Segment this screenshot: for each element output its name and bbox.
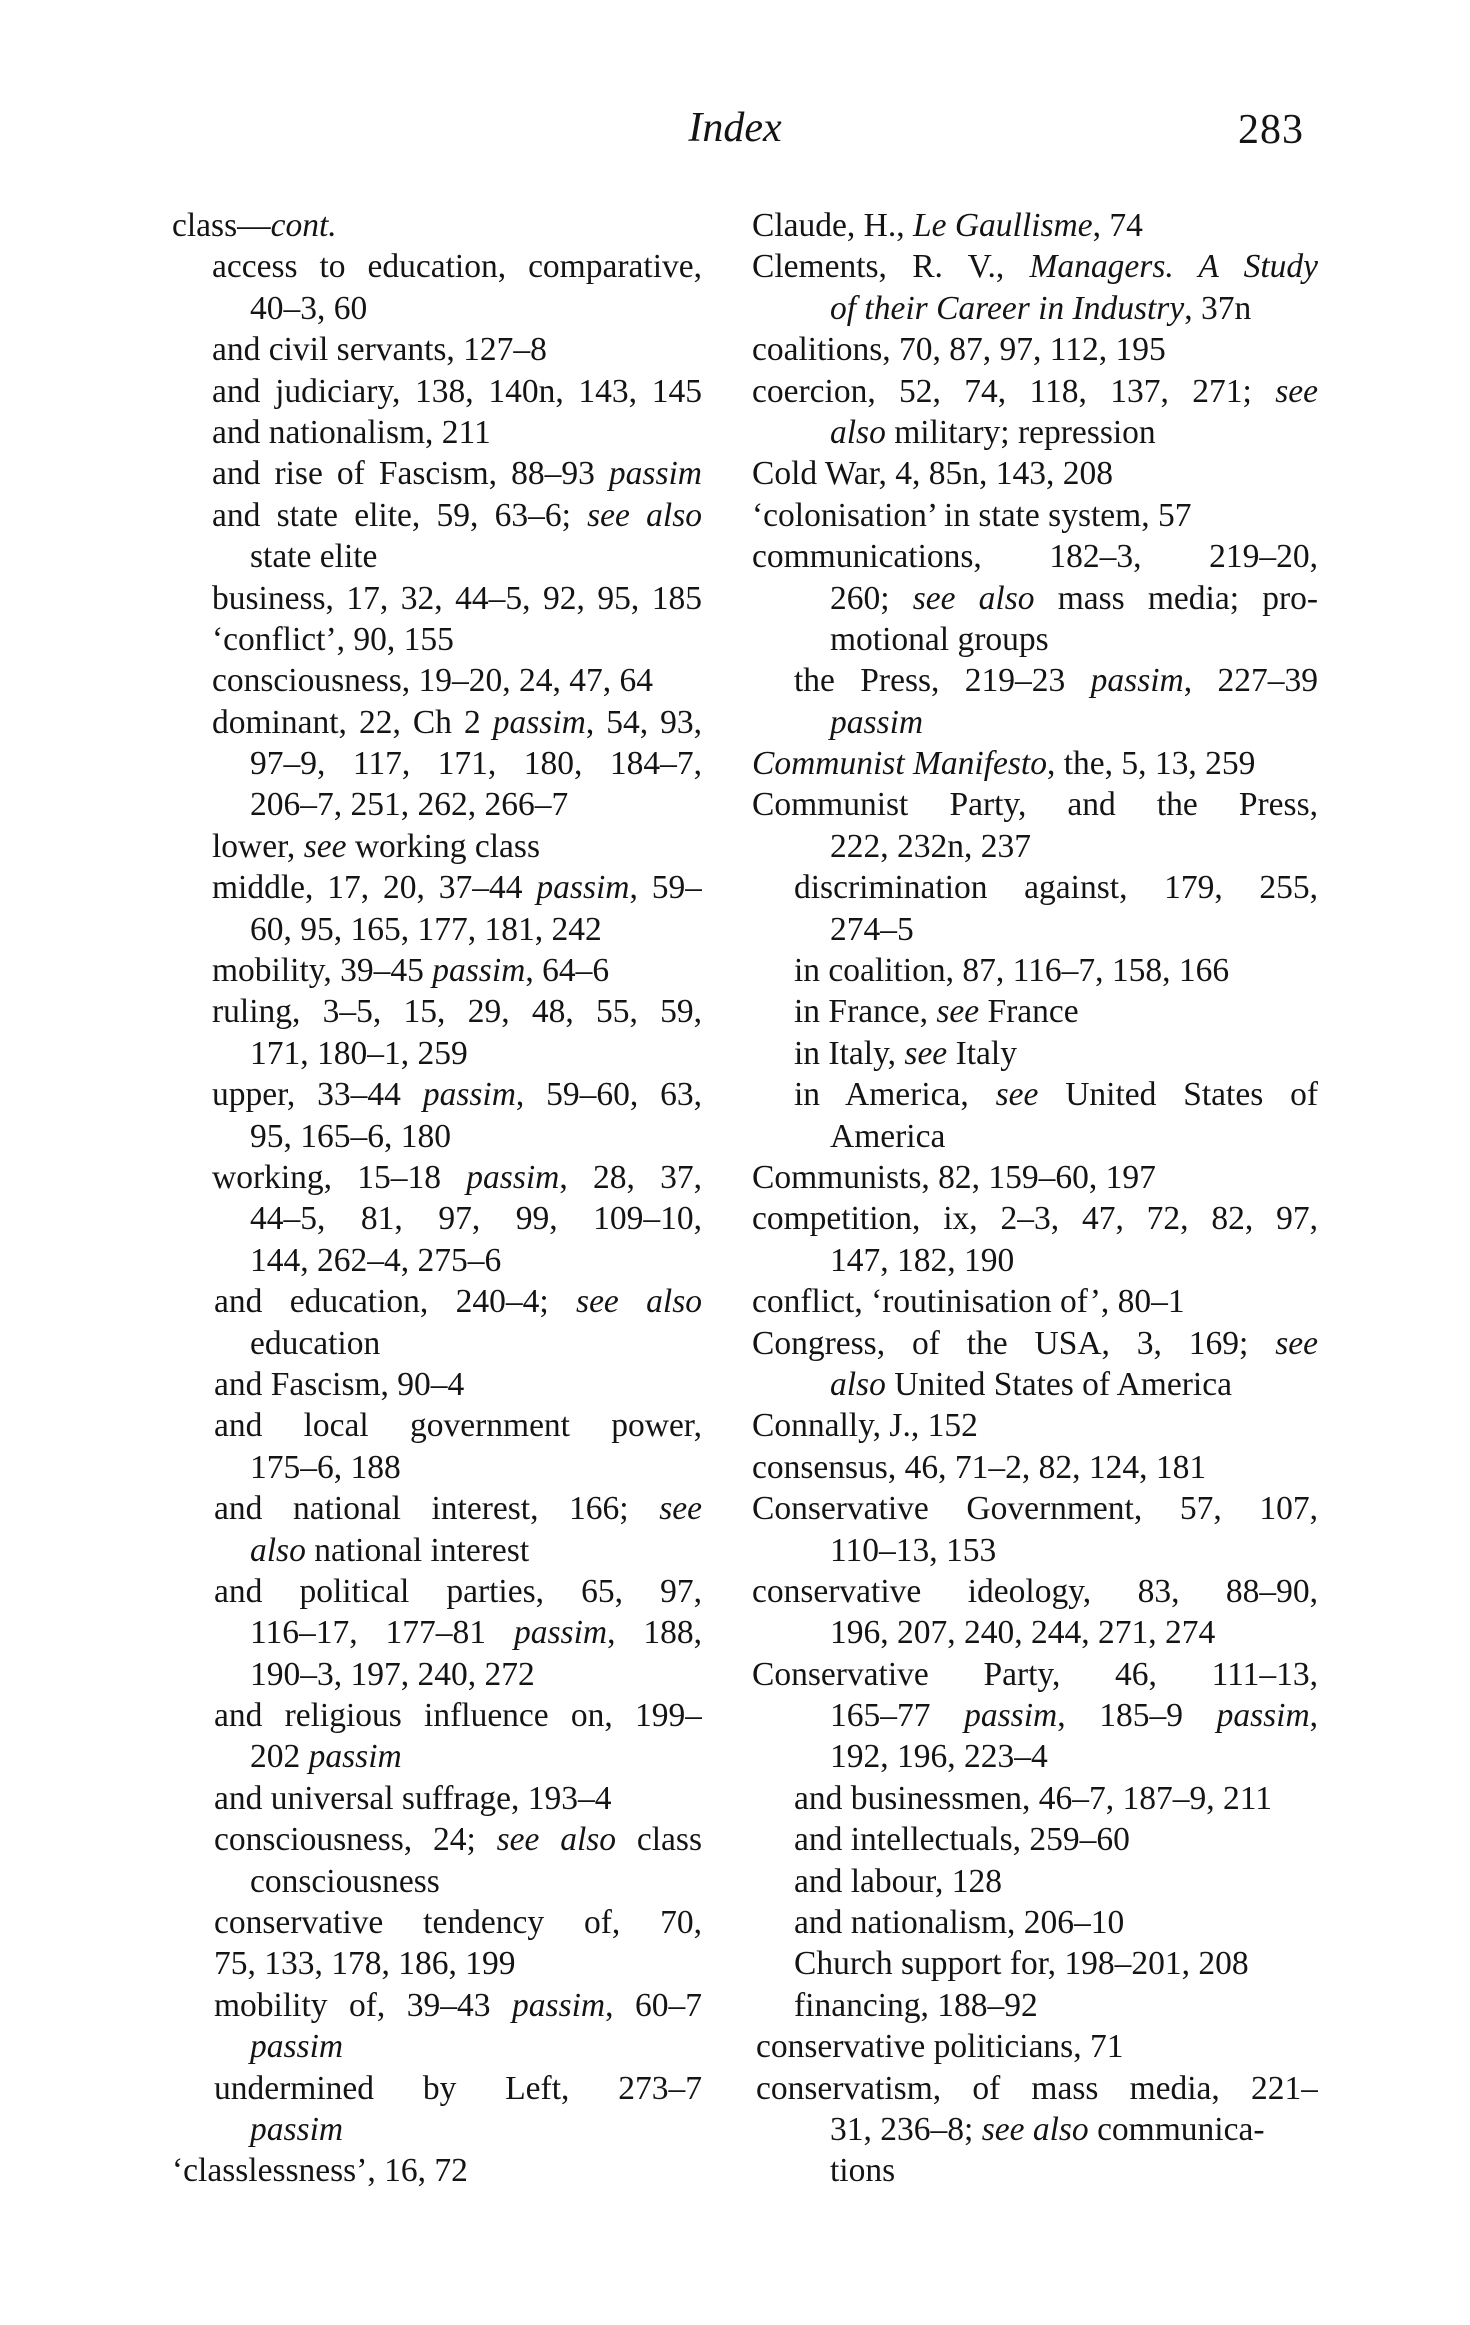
index-line (752, 1985, 1318, 2026)
index-text: consciousness, 24; (214, 1821, 497, 1859)
index-term-italic: also (830, 1365, 886, 1403)
index-term-italic: see (904, 1034, 948, 1072)
index-text: class (616, 1821, 702, 1859)
index-line (752, 1819, 1318, 1860)
index-line (752, 1198, 1318, 1239)
index-line (752, 2068, 1318, 2109)
index-text: , 188, (607, 1614, 702, 1652)
index-text: Conservative Government, 57, 107, (752, 1490, 1318, 1528)
index-line (752, 1571, 1318, 1612)
index-line (172, 453, 702, 494)
index-text: 31, 236–8; (830, 2110, 982, 2148)
index-text: , 54, 93, (585, 703, 702, 741)
index-text: Connally, J., 152 (752, 1407, 978, 1445)
index-text: the Press, 219–23 (794, 662, 1091, 700)
index-text: consciousness, 19–20, 24, 47, 64 (212, 662, 654, 700)
index-line (752, 1364, 1318, 1405)
index-line (172, 2068, 702, 2109)
index-term-italic: Communist Manifesto (752, 745, 1047, 783)
index-text: 260; (830, 579, 913, 617)
index-term-italic: see (995, 1076, 1039, 1114)
index-text: conservative politicians, 71 (756, 2028, 1124, 2066)
index-line (172, 1530, 702, 1571)
index-line (752, 1902, 1318, 1943)
index-text: conservative ideology, 83, 88–90, (752, 1572, 1318, 1610)
index-text: 40–3, 60 (250, 289, 368, 327)
index-term-italic: passim (308, 1738, 402, 1776)
index-line (752, 495, 1318, 536)
index-text: access to education, comparative, (212, 248, 702, 286)
index-text: conservative tendency of, 70, (214, 1904, 702, 1942)
index-text: in France, (794, 993, 937, 1031)
index-text: 165–77 (830, 1697, 965, 1735)
index-term-italic: passim (608, 455, 702, 493)
index-line (172, 826, 702, 867)
index-column-left (172, 205, 702, 2192)
index-text: 60, 95, 165, 177, 181, 242 (250, 910, 602, 948)
index-line (172, 1654, 702, 1695)
index-line (752, 1488, 1318, 1529)
index-line (752, 205, 1318, 246)
index-line (172, 412, 702, 453)
index-text: , the, 5, 13, 259 (1047, 745, 1256, 783)
index-text: 147, 182, 190 (830, 1241, 1015, 1279)
index-text: and labour, 128 (794, 1862, 1002, 1900)
index-text: discrimination against, 179, 255, (794, 869, 1318, 907)
index-text: and universal suffrage, 193–4 (214, 1779, 612, 1817)
index-line (172, 495, 702, 536)
index-text: mobility, 39–45 (212, 952, 433, 990)
index-text: and intellectuals, 259–60 (794, 1821, 1130, 1859)
index-text: working, 15–18 (212, 1158, 467, 1196)
index-text: in America, (794, 1076, 996, 1114)
index-line (172, 578, 702, 619)
index-line (752, 1074, 1318, 1115)
index-line (172, 1281, 702, 1322)
index-text: consensus, 46, 71–2, 82, 124, 181 (752, 1448, 1207, 1486)
index-text: and religious influence on, 199– (214, 1697, 702, 1735)
index-text: United States of (1038, 1076, 1318, 1114)
index-text: and national interest, 166; (214, 1490, 660, 1528)
index-text: 97–9, 117, 171, 180, 184–7, (250, 745, 702, 783)
index-line (172, 2150, 702, 2191)
index-text: middle, 17, 20, 37–44 (212, 869, 537, 907)
page-number: 283 (1238, 107, 1304, 153)
index-text: conflict, ‘routinisation of’, 80–1 (752, 1283, 1185, 1321)
index-text: and nationalism, 211 (212, 413, 491, 451)
index-line (752, 909, 1318, 950)
running-header-title: Index (688, 105, 782, 151)
index-text: , 74 (1092, 207, 1143, 244)
index-text: 95, 165–6, 180 (250, 1117, 451, 1155)
index-line (752, 991, 1318, 1032)
index-line (752, 1778, 1318, 1819)
index-text: conservatism, of mass media, 221– (756, 2069, 1318, 2107)
index-line (172, 660, 702, 701)
index-text: 192, 196, 223–4 (830, 1738, 1048, 1776)
index-text: and Fascism, 90–4 (214, 1365, 465, 1403)
index-line (172, 329, 702, 370)
index-term-italic: see (1275, 1324, 1318, 1362)
index-column-right (752, 205, 1318, 2192)
index-line (172, 1198, 702, 1239)
index-line (172, 1943, 702, 1984)
index-text: communica- (1088, 2110, 1265, 2148)
index-line (172, 867, 702, 908)
index-text: ‘colonisation’ in state system, 57 (752, 496, 1192, 534)
index-line (752, 1695, 1318, 1736)
index-text: Congress, of the USA, 3, 169; (752, 1324, 1276, 1362)
index-line (172, 1736, 702, 1777)
index-text: and businessmen, 46–7, 187–9, 211 (794, 1779, 1272, 1817)
index-term-italic: passim (964, 1697, 1058, 1735)
index-line (752, 1447, 1318, 1488)
index-term-italic: see also (587, 496, 702, 534)
index-line (752, 1157, 1318, 1198)
index-line (172, 1902, 702, 1943)
index-line (752, 1323, 1318, 1364)
index-term-italic: passim (536, 869, 630, 907)
index-line (752, 329, 1318, 370)
index-line (752, 2026, 1318, 2067)
index-text: Italy (947, 1034, 1017, 1072)
index-text: 44–5, 81, 97, 99, 109–10, (250, 1200, 702, 1238)
index-text: and state elite, 59, 63–6; (212, 496, 588, 534)
index-line (172, 1819, 702, 1860)
index-line (752, 453, 1318, 494)
index-text: 116–17, 177–81 (250, 1614, 514, 1652)
index-line (172, 1240, 702, 1281)
index-line (752, 1612, 1318, 1653)
index-line (752, 867, 1318, 908)
index-term-italic: passim (422, 1076, 516, 1114)
index-line (752, 1654, 1318, 1695)
index-line (172, 950, 702, 991)
index-line (752, 1943, 1318, 1984)
index-text: Cold War, 4, 85n, 143, 208 (752, 455, 1114, 493)
index-line (172, 1488, 702, 1529)
index-term-italic: see (936, 993, 980, 1031)
index-text: 206–7, 251, 262, 266–7 (250, 786, 569, 824)
index-text: 110–13, 153 (830, 1531, 997, 1569)
index-line (172, 1074, 702, 1115)
index-text: consciousness (250, 1862, 440, 1900)
index-line (172, 1323, 702, 1364)
index-line (172, 2109, 702, 2150)
index-line (752, 1405, 1318, 1446)
index-line (172, 1364, 702, 1405)
index-text: , 185–9 (1057, 1697, 1217, 1735)
index-text: , 37n (1184, 289, 1252, 327)
index-line (752, 1281, 1318, 1322)
index-text: 196, 207, 240, 244, 271, 274 (830, 1614, 1216, 1652)
index-text: America (830, 1117, 946, 1155)
index-text: education (250, 1324, 381, 1362)
index-term-italic: passim (492, 703, 586, 741)
index-text: United States of America (885, 1365, 1232, 1403)
index-text: ‘conflict’, 90, 155 (212, 620, 454, 658)
index-line (172, 1116, 702, 1157)
index-term-italic: passim (512, 1986, 606, 2024)
index-term-italic: passim (1216, 1697, 1310, 1735)
index-text: undermined by Left, 273–7 (214, 2069, 702, 2107)
index-term-italic: see (303, 827, 347, 865)
index-text: 222, 232n, 237 (830, 827, 1031, 865)
index-text: and local government power, (214, 1407, 702, 1445)
index-term-italic: also (830, 413, 886, 451)
index-line (172, 246, 702, 287)
index-text: , 59– (629, 869, 702, 907)
index-text: , 64–6 (525, 952, 610, 990)
index-text: in Italy, (794, 1034, 905, 1072)
index-line (752, 743, 1318, 784)
index-line (752, 1861, 1318, 1902)
index-line (752, 702, 1318, 743)
index-line (752, 619, 1318, 660)
index-line (752, 412, 1318, 453)
index-line (752, 578, 1318, 619)
index-text: ruling, 3–5, 15, 29, 48, 55, 59, (212, 993, 702, 1031)
index-text: and nationalism, 206–10 (794, 1904, 1125, 1942)
index-text: tions (830, 2152, 896, 2190)
index-line (172, 1861, 702, 1902)
index-text: , 60–7 (605, 1986, 702, 2024)
index-term-italic: passim (250, 2028, 344, 2066)
index-text: and political parties, 65, 97, (214, 1572, 702, 1610)
index-text: in coalition, 87, 116–7, 158, 166 (794, 952, 1230, 990)
index-line (172, 2026, 702, 2067)
index-text: 175–6, 188 (250, 1448, 401, 1486)
index-text: financing, 188–92 (794, 1986, 1038, 2024)
index-term-italic: see also (912, 579, 1035, 617)
index-text: coalitions, 70, 87, 97, 112, 195 (752, 331, 1166, 369)
index-text: and education, 240–4; (214, 1283, 577, 1321)
index-line (752, 1240, 1318, 1281)
index-line (172, 205, 702, 246)
index-line (172, 1405, 702, 1446)
index-term-italic: cont. (270, 207, 337, 244)
index-term-italic: passim (830, 703, 924, 741)
index-text: France (979, 993, 1079, 1031)
index-text: lower, (212, 827, 304, 865)
index-text: competition, ix, 2–3, 47, 72, 82, 97, (752, 1200, 1318, 1238)
index-text: and rise of Fascism, 88–93 (212, 455, 609, 493)
index-text: and judiciary, 138, 140n, 143, 145 (212, 372, 702, 410)
index-line (752, 371, 1318, 412)
index-text: Communist Party, and the Press, (752, 786, 1318, 824)
index-line (752, 826, 1318, 867)
index-line (752, 660, 1318, 701)
index-line (172, 619, 702, 660)
index-line (172, 909, 702, 950)
index-line (752, 288, 1318, 329)
index-text: coercion, 52, 74, 118, 137, 271; (752, 372, 1276, 410)
index-text: Conservative Party, 46, 111–13, (752, 1655, 1318, 1693)
index-line (172, 288, 702, 329)
index-text: mass media; pro- (1034, 579, 1318, 617)
index-term-italic: also (250, 1531, 306, 1569)
index-term-italic: Managers. A Study (1029, 248, 1318, 286)
index-term-italic: Le Gaullisme (912, 207, 1093, 244)
index-line (752, 1033, 1318, 1074)
index-text: ‘classlessness’, 16, 72 (172, 2152, 468, 2190)
index-text: and civil servants, 127–8 (212, 331, 547, 369)
index-line (172, 1571, 702, 1612)
index-line (172, 371, 702, 412)
index-line (172, 1612, 702, 1653)
index-text: Church support for, 198–201, 208 (794, 1945, 1249, 1983)
index-text: motional groups (830, 620, 1049, 658)
index-text: state elite (250, 538, 378, 576)
index-text: dominant, 22, Ch 2 (212, 703, 493, 741)
index-line (752, 950, 1318, 991)
index-line (172, 1157, 702, 1198)
index-line (172, 1033, 702, 1074)
index-text: Clements, R. V., (752, 248, 1030, 286)
index-text: , 227–39 (1183, 662, 1318, 700)
index-line (752, 536, 1318, 577)
index-text: mobility of, 39–43 (214, 1986, 513, 2024)
index-line (172, 1778, 702, 1819)
index-text: 202 (250, 1738, 309, 1776)
index-text: 171, 180–1, 259 (250, 1034, 468, 1072)
index-line (172, 743, 702, 784)
index-term-italic: passim (466, 1158, 560, 1196)
index-line (752, 1116, 1318, 1157)
index-line (172, 1985, 702, 2026)
index-text: 190–3, 197, 240, 272 (250, 1655, 535, 1693)
index-line (172, 784, 702, 825)
index-term-italic: see (659, 1490, 702, 1528)
index-term-italic: passim (1090, 662, 1184, 700)
index-term-italic: passim (514, 1614, 608, 1652)
index-text: , 28, 37, (559, 1158, 702, 1196)
index-line (172, 1447, 702, 1488)
index-line (752, 1530, 1318, 1571)
index-line (752, 784, 1318, 825)
index-line (172, 702, 702, 743)
index-text: business, 17, 32, 44–5, 92, 95, 185 (212, 579, 702, 617)
index-text: 274–5 (830, 910, 914, 948)
index-text: class— (172, 207, 271, 244)
index-text: , 59–60, 63, (515, 1076, 702, 1114)
index-term-italic: see also (981, 2110, 1089, 2148)
index-text: Claude, H., (752, 207, 913, 244)
index-line (172, 1695, 702, 1736)
index-term-italic: passim (250, 2110, 344, 2148)
index-line (172, 991, 702, 1032)
index-text: national interest (305, 1531, 530, 1569)
index-text: military; repression (885, 413, 1156, 451)
index-term-italic: see also (496, 1821, 617, 1859)
index-text: , (1309, 1697, 1318, 1735)
index-term-italic: of their Career in Industry (830, 289, 1185, 327)
index-text: working class (346, 827, 540, 865)
index-term-italic: see also (576, 1283, 702, 1321)
index-line (752, 2150, 1318, 2191)
index-line (752, 1736, 1318, 1777)
index-text: Communists, 82, 159–60, 197 (752, 1158, 1156, 1196)
index-text: 144, 262–4, 275–6 (250, 1241, 502, 1279)
index-line (752, 246, 1318, 287)
index-term-italic: passim (432, 952, 526, 990)
index-line (752, 2109, 1318, 2150)
index-text: upper, 33–44 (212, 1076, 423, 1114)
index-term-italic: see (1275, 372, 1318, 410)
index-text: 75, 133, 178, 186, 199 (214, 1945, 516, 1983)
index-text: communications, 182–3, 219–20, (752, 538, 1318, 576)
index-line (172, 536, 702, 577)
